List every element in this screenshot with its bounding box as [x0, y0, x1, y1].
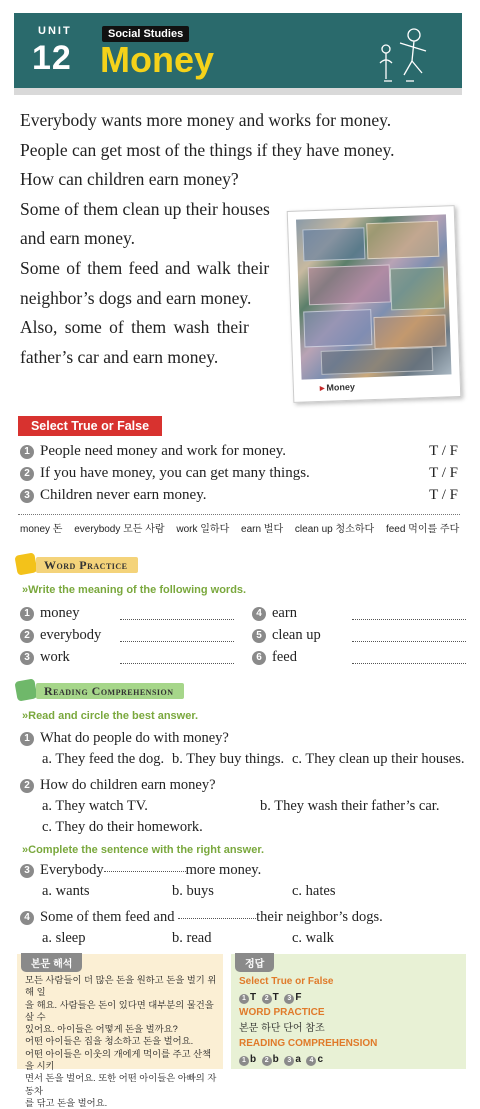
number-badge: 4 — [20, 911, 34, 925]
passage-line: How can children earn money? — [20, 169, 239, 190]
word: clean up — [272, 627, 321, 643]
tf-choice[interactable]: T / F — [429, 443, 458, 459]
answer-key-tag: 정답 — [235, 953, 274, 972]
option-b[interactable]: b. read — [172, 930, 212, 946]
answer-options — [20, 930, 466, 951]
tf-answers — [239, 990, 377, 1006]
vocabulary-strip — [20, 520, 468, 535]
number-badge: 1 — [239, 1056, 249, 1066]
answer-value: b — [250, 1053, 257, 1065]
question-text: How do children earn money? — [40, 777, 216, 793]
word-row — [20, 605, 464, 627]
answer-blank[interactable] — [120, 663, 234, 664]
translation-line: 를 닦고 돈을 벌어요. — [25, 1097, 108, 1108]
number-badge: 1 — [239, 994, 249, 1004]
answer-value: a — [295, 1053, 301, 1065]
answer-heading: Select True or False — [239, 976, 334, 987]
number-badge: 4 — [306, 1056, 316, 1066]
translation-line: 어떤 아이들은 집을 청소하고 돈을 벌어요. — [25, 1036, 194, 1047]
vocab-item: feed 먹이를 주다 — [385, 524, 460, 535]
tf-item — [20, 487, 460, 509]
instruction: » Read and circle the best answer. — [22, 710, 198, 722]
translation-tag: 본문 해석 — [21, 953, 82, 972]
answer-key-body — [239, 974, 377, 1067]
answer-options — [20, 751, 466, 772]
stick-figure-doodle-icon — [374, 23, 434, 85]
option-c[interactable]: c. They do their homework. — [42, 819, 203, 835]
number-badge: 3 — [20, 864, 34, 878]
passage-line: People can get most of the things if they have money. — [20, 139, 395, 160]
option-c[interactable]: c. walk — [292, 930, 334, 946]
answer-value: b — [272, 1053, 279, 1065]
translation-line: 면서 돈을 벌어요. 또한 어떤 아이들은 아빠의 자동차 — [25, 1073, 217, 1096]
answer-heading: WORD PRACTICE — [239, 1007, 325, 1018]
tf-choice[interactable]: T / F — [429, 465, 458, 481]
option-a[interactable]: a. They feed the dog. — [42, 751, 165, 767]
rc-answers — [239, 1052, 377, 1068]
passage-line: Some of them feed and walk their — [20, 257, 270, 278]
option-a[interactable]: a. sleep — [42, 930, 86, 946]
option-c[interactable]: c. hates — [292, 883, 336, 899]
option-a[interactable]: a. They watch TV. — [42, 798, 148, 814]
sentence-start: Some of them feed and — [40, 909, 175, 925]
option-b[interactable]: b. buys — [172, 883, 214, 899]
tf-statement: Children never earn money. — [40, 487, 207, 503]
option-b[interactable]: b. They wash their father’s car. — [260, 798, 440, 814]
true-false-heading: Select True or False — [18, 416, 162, 436]
vocab-item: money 돈 — [20, 524, 63, 535]
number-badge: 2 — [262, 1056, 272, 1066]
lesson-title: Money — [100, 39, 215, 80]
subject-badge: Social Studies — [102, 26, 189, 42]
translation-line: 을 해요. 사람들은 돈이 있다면 대부분의 물건을 살 수 — [25, 999, 214, 1022]
unit-number: 12 — [32, 39, 72, 77]
word: money — [40, 605, 80, 621]
sentence-start: Everybody — [40, 862, 104, 878]
true-false-list — [20, 443, 460, 509]
unit-label: UNIT — [38, 25, 72, 37]
passage-line: Also, some of them wash their — [20, 317, 249, 338]
number-badge: 1 — [20, 732, 34, 746]
option-b[interactable]: b. They buy things. — [172, 751, 285, 767]
answer-value: T — [272, 991, 279, 1003]
passage-line: neighbor’s dogs and earn money. — [20, 287, 252, 308]
answer-heading: READING COMPREHENSION — [239, 1038, 378, 1049]
word: feed — [272, 649, 297, 665]
answer-options — [20, 819, 466, 840]
tf-choice[interactable]: T / F — [429, 487, 458, 503]
sentence-end: their neighbor’s dogs. — [256, 909, 383, 925]
answer-blank[interactable] — [352, 663, 466, 664]
number-badge: 3 — [20, 651, 34, 665]
instruction: » Complete the sentence with the right answer. — [22, 844, 264, 856]
answer-value: T — [250, 991, 257, 1003]
answer-value: F — [295, 991, 302, 1003]
sentence-end: more money. — [185, 862, 262, 878]
passage-line: father’s car and earn money. — [20, 346, 219, 367]
question-3 — [20, 862, 466, 904]
number-badge: 5 — [252, 629, 266, 643]
section-title: Reading Comprehension — [36, 683, 184, 699]
question-2 — [20, 777, 466, 840]
number-badge: 3 — [284, 1056, 294, 1066]
word: earn — [272, 605, 297, 621]
answer-blank[interactable] — [352, 619, 466, 620]
fill-blank[interactable] — [104, 871, 186, 872]
unit-header — [14, 13, 462, 95]
number-badge: 2 — [20, 629, 34, 643]
tf-item — [20, 443, 460, 465]
word: everybody — [40, 627, 102, 643]
fill-blank[interactable] — [178, 918, 256, 919]
number-badge: 1 — [20, 445, 34, 459]
photo-caption: ▸ Money — [320, 382, 355, 394]
word: work — [40, 649, 70, 665]
answer-value: c — [317, 1053, 324, 1065]
banknotes-image — [296, 214, 451, 379]
translation-text — [25, 974, 217, 1109]
passage-line: and earn money. — [20, 228, 135, 249]
option-a[interactable]: a. wants — [42, 883, 90, 899]
divider — [18, 514, 460, 515]
answer-blank[interactable] — [120, 641, 234, 642]
word-row — [20, 627, 464, 649]
vocab-item: clean up 청소하다 — [294, 524, 375, 535]
word-row — [20, 649, 464, 671]
tf-statement: People need money and work for money. — [40, 443, 287, 459]
word-practice-grid — [20, 605, 464, 671]
number-badge: 2 — [20, 467, 34, 481]
number-badge: 2 — [262, 994, 272, 1004]
tf-statement: If you have money, you can get many things. — [40, 465, 310, 481]
wp-answer: 본문 하단 단어 참조 — [239, 1022, 325, 1034]
translation-line: 어떤 아이들은 이웃의 개에게 먹이를 주고 산책을 시키 — [25, 1048, 212, 1072]
translation-line: 모든 사람들이 더 많은 돈을 원하고 돈을 벌기 위해 일 — [25, 975, 217, 998]
number-badge: 2 — [20, 779, 34, 793]
section-title: Word Practice — [36, 557, 138, 573]
tf-item — [20, 465, 460, 487]
pencil-icon — [14, 552, 37, 575]
translation-box — [17, 954, 223, 1108]
money-photo — [287, 205, 462, 403]
number-badge: 4 — [252, 607, 266, 621]
number-badge: 3 — [284, 994, 294, 1004]
instruction: » Write the meaning of the following words. — [22, 584, 246, 596]
number-badge: 1 — [20, 607, 34, 621]
answer-options — [20, 883, 466, 904]
option-c[interactable]: c. They clean up their houses. — [292, 751, 465, 767]
answer-options — [20, 798, 466, 819]
vocab-item: everybody 모든 사람 — [74, 524, 165, 535]
vocab-item: earn 벌다 — [241, 524, 284, 535]
question-1 — [20, 730, 466, 772]
answer-blank[interactable] — [120, 619, 234, 620]
number-badge: 6 — [252, 651, 266, 665]
answer-blank[interactable] — [352, 641, 466, 642]
answer-key-box — [231, 954, 466, 1069]
vocab-item: work 일하다 — [176, 524, 230, 535]
number-badge: 3 — [20, 489, 34, 503]
passage-line: Everybody wants more money and works for money. — [20, 110, 392, 130]
question-text: What do people do with money? — [40, 730, 229, 746]
translation-line: 있어요. 아이들은 어떻게 돈을 벌까요? — [25, 1024, 178, 1035]
question-4 — [20, 909, 466, 951]
passage-line: Some of them clean up their houses — [20, 198, 270, 219]
book-icon — [14, 678, 37, 701]
